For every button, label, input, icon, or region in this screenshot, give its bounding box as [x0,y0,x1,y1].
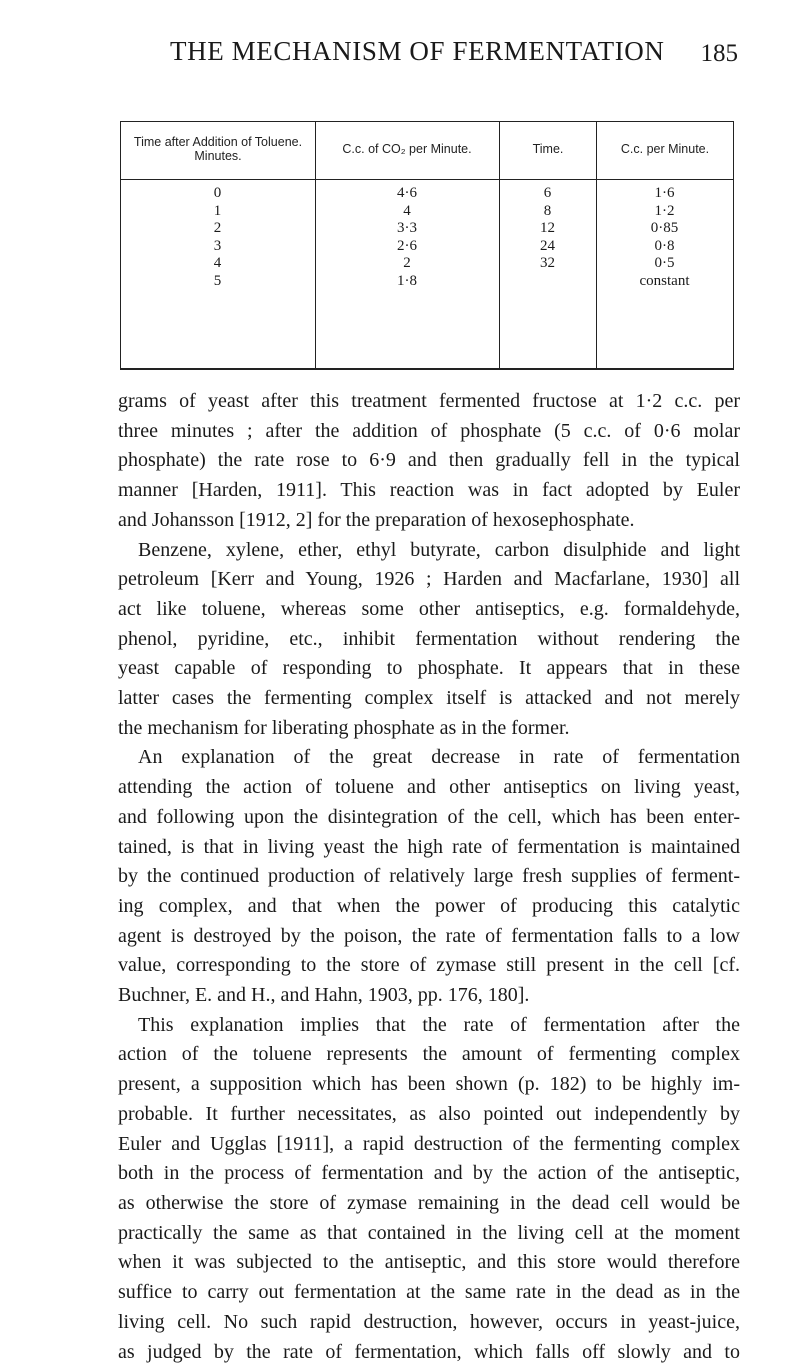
page-number: 185 [701,40,739,68]
text-line: grams of yeast after this treatment fermented fructose at 1·2 c.c. per [118,387,740,417]
table-column-co2-rate [315,185,499,290]
data-table [120,121,734,369]
table-cell: 4 [120,255,315,273]
table-border-right [733,121,734,369]
text-line: attending the action of toluene and other antiseptics on living yeast, [118,773,740,803]
table-cell: 6 [499,185,596,203]
table-cell: 1 [120,203,315,221]
text-line: tained, is that in living yeast the high rate of fermentation is maintained [118,833,740,863]
table-cell: 0·8 [596,238,733,256]
text-line: phenol, pyridine, etc., inhibit fermentation without rendering the [118,625,740,655]
table-bottom-rule [120,368,734,370]
table-cell: 0·85 [596,220,733,238]
table-header-co2-rate: C.c. of CO₂ per Minute. [318,142,496,156]
table-cell: 0 [120,185,315,203]
text-line: suffice to carry out fermentation at the same rate in the dead as in the [118,1278,740,1308]
table-cell: 1·6 [596,185,733,203]
table-header-minutes: Time after Addition of Toluene. Minutes. [130,135,306,163]
text-line: probable. It further necessitates, as also pointed out independently by [118,1100,740,1130]
text-line: when it was subjected to the antiseptic, and this store would therefore [118,1248,740,1278]
text-line: petroleum [Kerr and Young, 1926 ; Harden and Macfarlane, 1930] all [118,565,740,595]
table-header-rate: C.c. per Minute. [599,142,731,156]
table-cell: 4 [315,203,499,221]
text-line: present, a supposition which has been shown (p. 182) to be highly im- [118,1070,740,1100]
text-line: both in the process of fermentation and by the action of the antiseptic, [118,1159,740,1189]
text-line: as otherwise the store of zymase remaining in the dead cell would be [118,1189,740,1219]
text-line: agent is destroyed by the poison, the rate of fermentation falls to a low [118,922,740,952]
table-cell: 3·3 [315,220,499,238]
table-column-rate [596,185,733,290]
text-line: ing complex, and that when the power of producing this catalytic [118,892,740,922]
table-header-time: Time. [502,142,594,156]
table-cell: 4·6 [315,185,499,203]
text-line: Euler and Ugglas [1911], a rapid destruction of the fermenting complex [118,1130,740,1160]
text-line: living cell. No such rapid destruction, however, occurs in yeast-juice, [118,1308,740,1338]
text-line: action of the toluene represents the amount of fermenting complex [118,1040,740,1070]
table-cell: 8 [499,203,596,221]
table-cell: 3 [120,238,315,256]
table-cell: 32 [499,255,596,273]
text-line: Buchner, E. and H., and Hahn, 1903, pp. 176, 180]. [118,981,740,1011]
table-cell: 2 [120,220,315,238]
table-cell: constant [596,273,733,291]
text-line: yeast capable of responding to phosphate. It appears that in these [118,654,740,684]
table-cell: 2·6 [315,238,499,256]
table-header-rule [120,179,734,180]
table-cell [499,273,596,291]
running-title: THE MECHANISM OF FERMENTATION [170,36,665,67]
text-line: latter cases the fermenting complex itself is attacked and not merely [118,684,740,714]
text-line: and Johansson [1912, 2] for the preparation of hexosephosphate. [118,506,740,536]
body-text [118,387,740,1367]
table-top-rule [120,121,734,122]
text-line: manner [Harden, 1911]. This reaction was in fact adopted by Euler [118,476,740,506]
text-line: act like toluene, whereas some other antiseptics, e.g. formaldehyde, [118,595,740,625]
text-line: Benzene, xylene, ether, ethyl butyrate, carbon disulphide and light [118,536,740,566]
table-cell: 12 [499,220,596,238]
text-line: This explanation implies that the rate of fermentation after the [118,1011,740,1041]
running-head [0,36,800,80]
text-line: three minutes ; after the addition of phosphate (5 c.c. of 0·6 molar [118,417,740,447]
text-line: practically the same as that contained in the living cell at the moment [118,1219,740,1249]
table-column-minutes [120,185,315,290]
table-cell: 1·8 [315,273,499,291]
table-cell: 2 [315,255,499,273]
text-line: as judged by the rate of fermentation, which falls off slowly and to [118,1338,740,1367]
text-line: by the continued production of relatively large fresh supplies of ferment- [118,862,740,892]
table-cell: 0·5 [596,255,733,273]
text-line: the mechanism for liberating phosphate as in the former. [118,714,740,744]
text-line: and following upon the disintegration of the cell, which has been enter- [118,803,740,833]
text-line: phosphate) the rate rose to 6·9 and then gradually fell in the typical [118,446,740,476]
table-cell: 5 [120,273,315,291]
text-line: An explanation of the great decrease in rate of fermentation [118,743,740,773]
table-cell: 1·2 [596,203,733,221]
table-column-time [499,185,596,290]
text-line: value, corresponding to the store of zymase still present in the cell [cf. [118,951,740,981]
table-cell: 24 [499,238,596,256]
